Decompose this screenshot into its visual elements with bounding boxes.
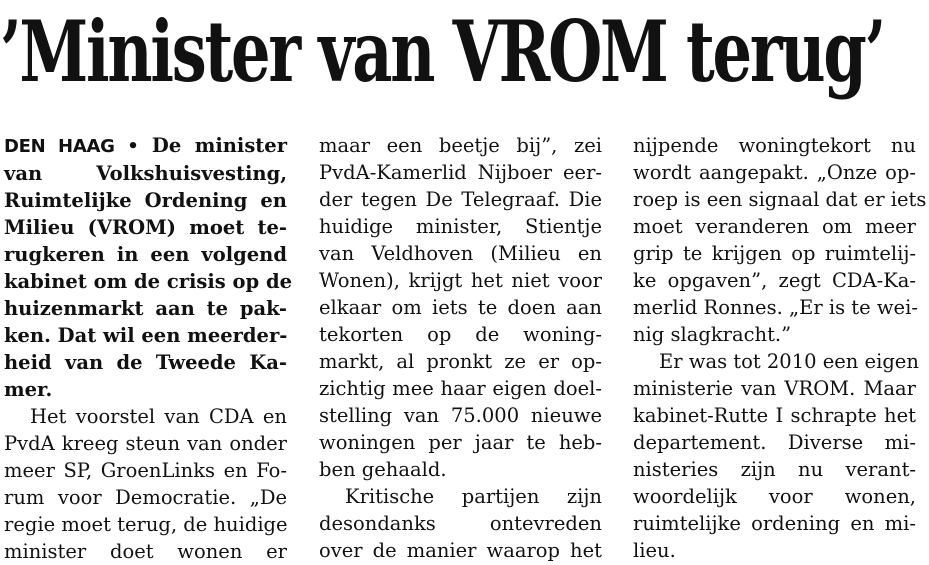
body-line: wordt aangepakt. „Onze op-: [633, 161, 916, 184]
article-body-paragraph-cont: [633, 375, 916, 564]
body-line: meer SP, GroenLinks en Fo-: [4, 459, 287, 482]
article-lead-paragraph: [4, 132, 293, 403]
body-line: rum voor Democratie. „De: [4, 486, 287, 509]
article-headline: ’Minister van VROM terug’: [0, 2, 885, 101]
lead-line: rugkeren in een volgend: [4, 243, 287, 266]
body-line: tekorten op de woning-: [319, 323, 602, 346]
article-body-paragraph: [319, 483, 602, 510]
body-line: der tegen De Telegraaf. Die: [319, 188, 602, 211]
body-line: nig slagkracht.”: [633, 323, 792, 346]
article-column-1: [4, 132, 293, 565]
body-line: Kritische partijen zijn: [345, 485, 602, 508]
body-line: lieu.: [633, 539, 676, 562]
article-column-2: [319, 132, 602, 564]
body-line: van Veldhoven (Milieu en: [319, 242, 602, 265]
body-line: moet veranderen om meer: [633, 215, 916, 238]
body-line: zichtig mee haar eigen doel-: [319, 377, 602, 400]
body-line: elkaar om iets te doen aan: [319, 296, 602, 319]
body-line: ben gehaald.: [319, 458, 447, 481]
dateline: DEN HAAG •: [4, 136, 139, 157]
body-line: woordelijk voor wonen,: [633, 485, 916, 508]
body-line: Wonen), krijgt het niet voor: [319, 269, 602, 292]
lead-line: kabinet om de crisis op de: [4, 270, 293, 293]
body-line: Het voorstel van CDA en: [30, 405, 287, 428]
body-line: minister doet wonen er: [4, 540, 287, 563]
body-line: kabinet-Rutte I schrapte het: [633, 404, 916, 427]
body-line: huidige minister, Stientje: [319, 215, 602, 238]
lead-line: Ruimtelijke Ordening en: [4, 189, 287, 212]
body-line: markt, al pronkt ze er op-: [319, 350, 602, 373]
article-body-paragraph: [633, 132, 927, 348]
body-line: nijpende woningtekort nu: [633, 134, 916, 157]
body-line: Er was tot 2010 een eigen: [659, 350, 919, 373]
body-line: grip te krijgen op ruimtelij-: [633, 242, 916, 265]
lead-line: ken. Dat wil een meerder-: [4, 324, 288, 347]
lead-line: heid van de Tweede Ka-: [4, 351, 287, 374]
body-line: over de manier waarop het: [319, 539, 602, 562]
article-column-3: [633, 132, 927, 564]
body-line: regie moet terug, de huidige: [4, 513, 288, 536]
lead-line: huizenmarkt aan te pak-: [4, 297, 287, 320]
body-line: desondanks ontevreden: [319, 512, 602, 535]
article-body-paragraph: [319, 132, 602, 483]
body-line: stelling van 75.000 nieuwe: [319, 404, 602, 427]
body-line: PvdA kreeg steun van onder: [4, 432, 287, 455]
body-line: departement. Diverse mi-: [633, 431, 916, 454]
body-line: roep is een signaal dat er iets: [633, 188, 927, 211]
article-body-paragraph-cont: [4, 430, 287, 565]
body-line: woningen per jaar te heb-: [319, 431, 602, 454]
lead-line: De minister: [151, 134, 287, 157]
lead-line: van Volkshuisvesting,: [4, 162, 287, 185]
body-line: ruimtelijke ordening en mi-: [633, 512, 916, 535]
lead-line: Milieu (VROM) moet te-: [4, 216, 287, 239]
body-line: PvdA-Kamerlid Nijboer eer-: [319, 161, 602, 184]
body-line: ke opgaven”, zegt CDA-Ka-: [633, 269, 916, 292]
body-line: merlid Ronnes. „Er is te wei-: [633, 296, 918, 319]
body-line: ministerie van VROM. Maar: [633, 377, 916, 400]
body-line: nisteries zijn nu verant-: [633, 458, 916, 481]
article-body-paragraph-cont: [319, 510, 602, 564]
lead-first-line: [4, 132, 287, 160]
article-body-paragraph: [633, 348, 919, 375]
body-line: maar een beetje bij”, zei: [319, 134, 602, 157]
article-body-paragraph: [4, 403, 287, 430]
lead-line: mer.: [4, 378, 53, 401]
